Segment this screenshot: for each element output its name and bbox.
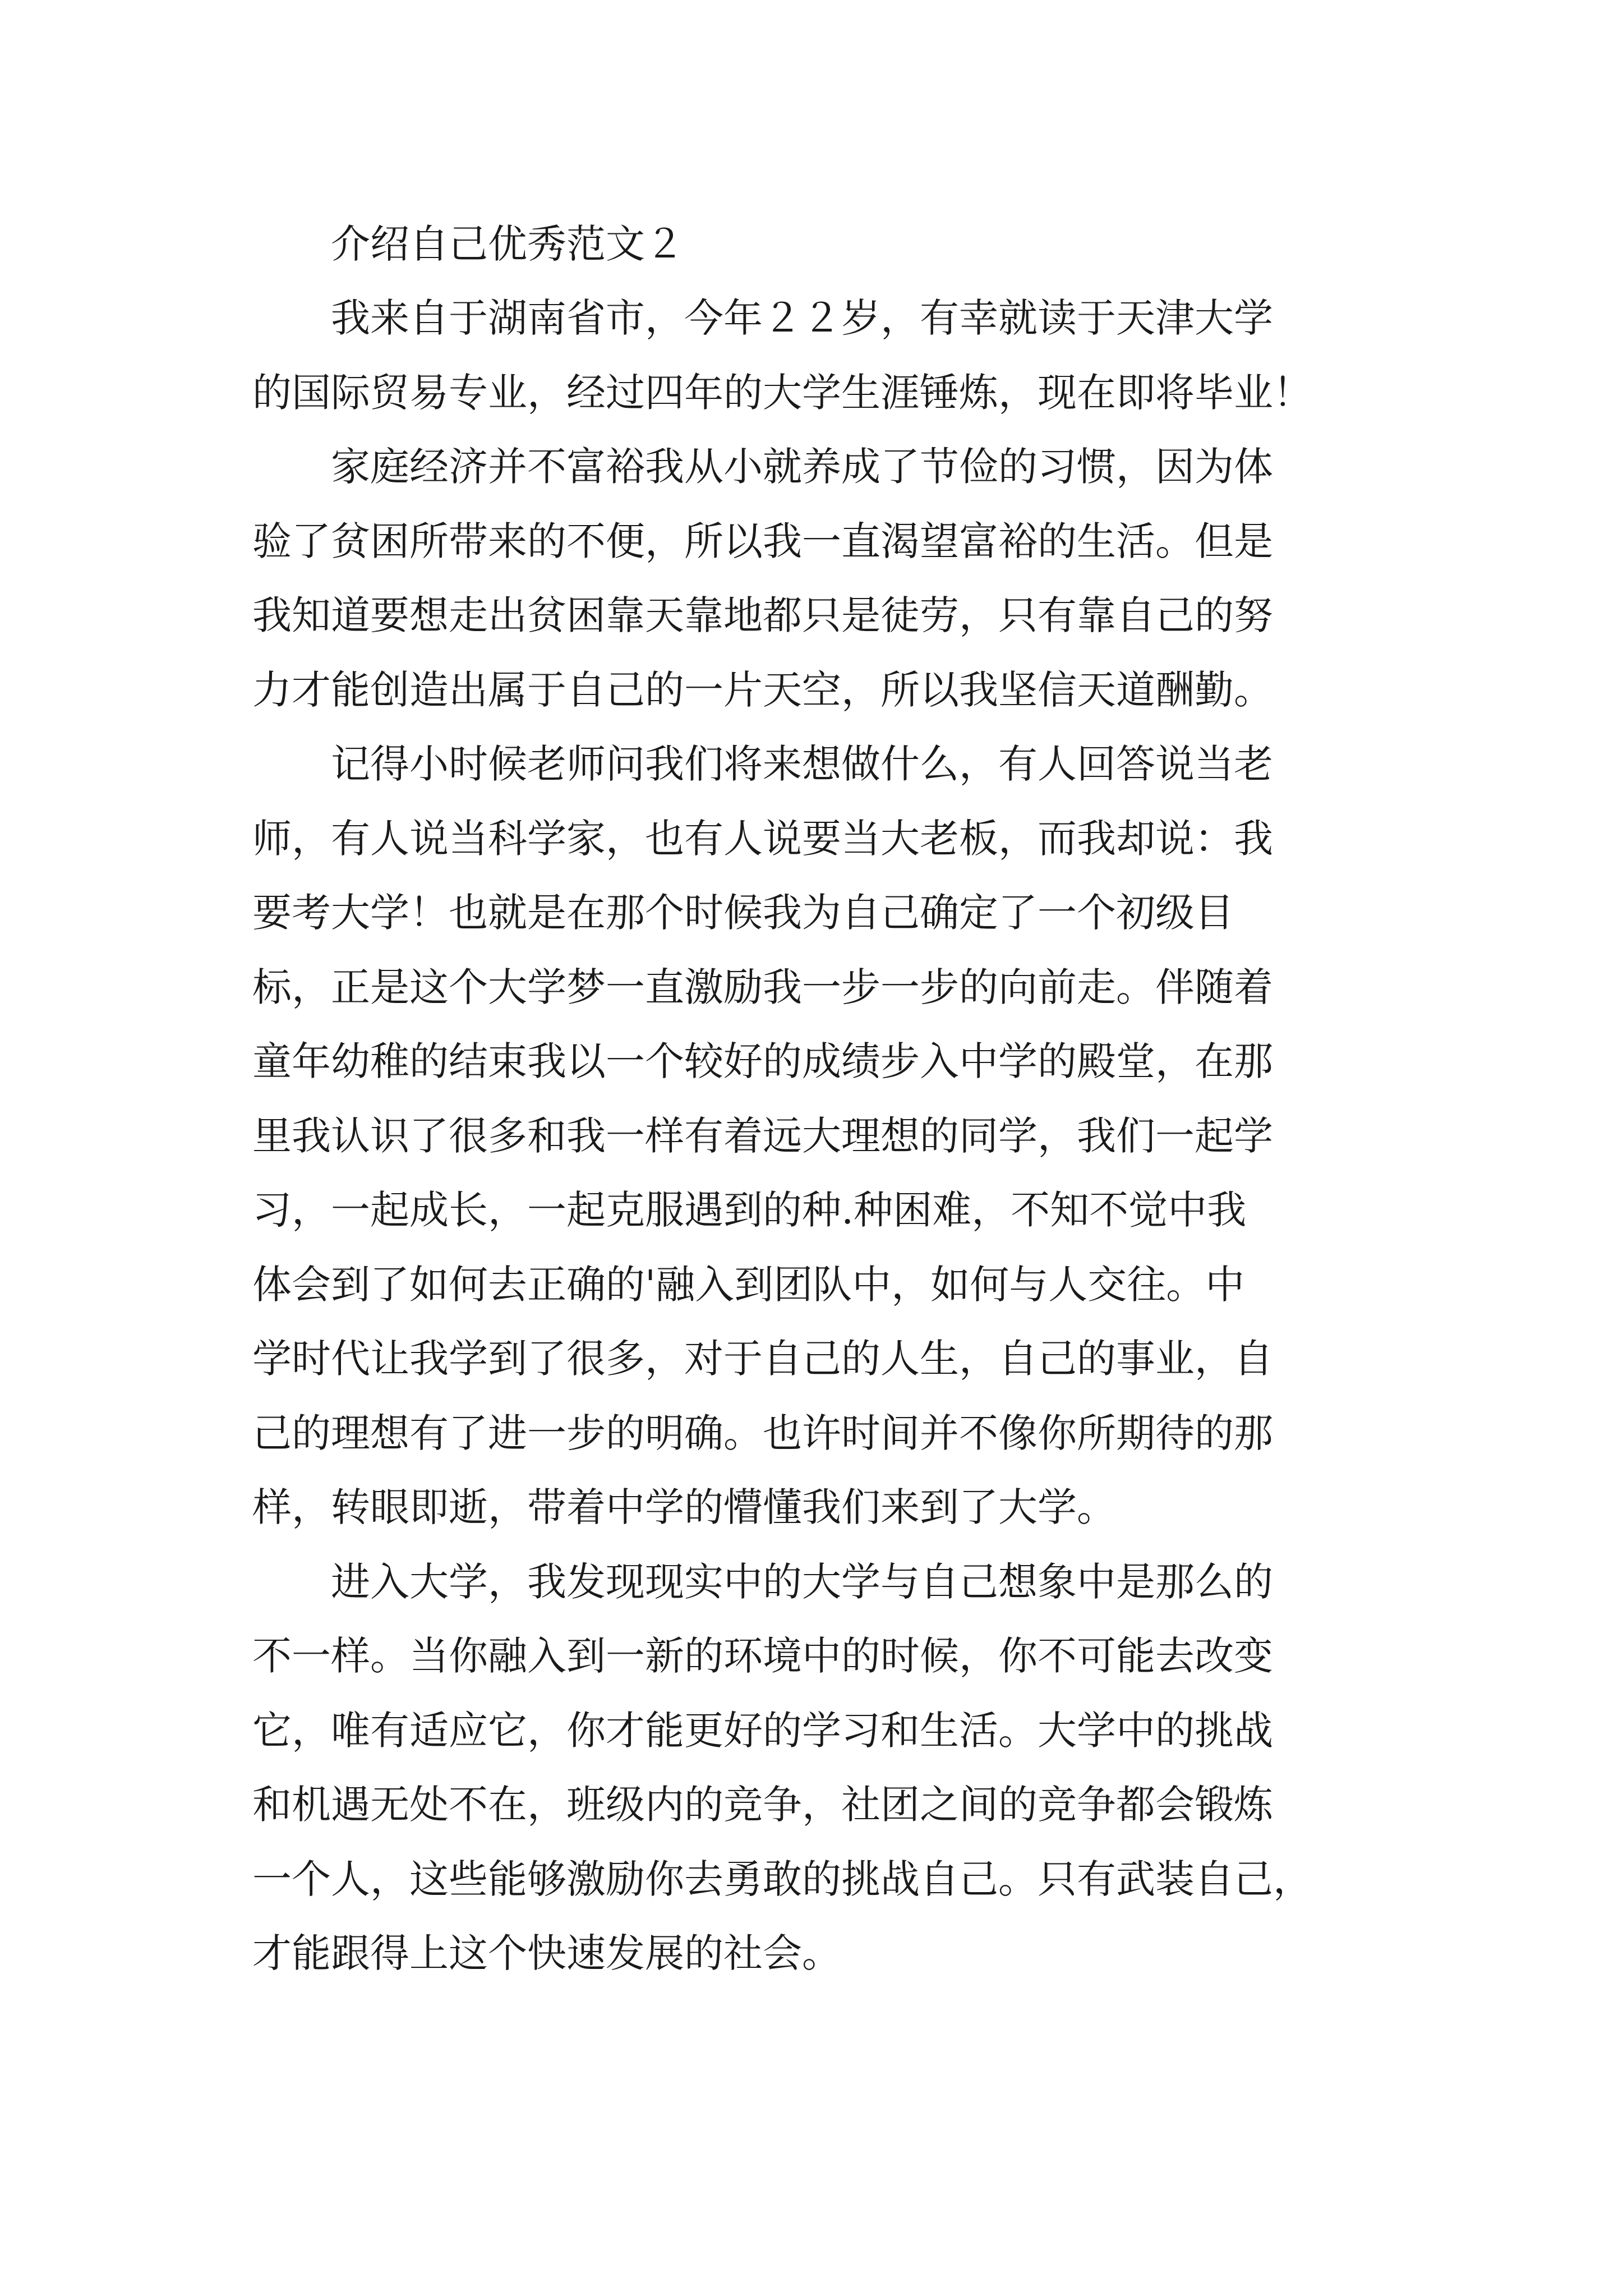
- text-line: 力才能创造出属于自己的一片天空，所以我坚信天道酬勤。: [252, 667, 1273, 713]
- text-line: 我知道要想走出贫困靠天靠地都只是徒劳，只有靠自己的努: [252, 592, 1273, 638]
- document-title: 介绍自己优秀范文２: [331, 221, 684, 267]
- text-line: 才能跟得上这个快速发展的社会。: [252, 1930, 841, 1976]
- text-line: 一个人，这些能够激励你去勇敢的挑战自己。只有武装自己，: [252, 1856, 1312, 1902]
- text-line: 己的理想有了进一步的明确。也许时间并不像你所期待的那: [252, 1410, 1273, 1456]
- text-line: 家庭经济并不富裕我从小就养成了节俭的习惯，因为体: [252, 444, 1273, 490]
- text-line: 标，正是这个大学梦一直激励我一步一步的向前走。伴随着: [252, 964, 1273, 1010]
- text-line: 和机遇无处不在，班级内的竞争，社团之间的竞争都会锻炼: [252, 1782, 1273, 1828]
- text-line: 体会到了如何去正确的'融入到团队中，如何与人交往。中: [252, 1262, 1245, 1308]
- text-line: 我来自于湖南省市，今年２２岁，有幸就读于天津大学: [252, 295, 1273, 341]
- text-line: 记得小时候老师问我们将来想做什么，有人回答说当老: [252, 741, 1273, 787]
- text-line: 习，一起成长，一起克服遇到的种.种困难，不知不觉中我: [252, 1187, 1247, 1233]
- text-line: 进入大学，我发现现实中的大学与自己想象中是那么的: [252, 1559, 1273, 1605]
- text-line: 童年幼稚的结束我以一个较好的成绩步入中学的殿堂，在那: [252, 1038, 1273, 1084]
- text-line: 它，唯有适应它，你才能更好的学习和生活。大学中的挑战: [252, 1708, 1273, 1754]
- text-line: 的国际贸易专业，经过四年的大学生涯锤炼，现在即将毕业！: [252, 370, 1312, 416]
- text-line: 里我认识了很多和我一样有着远大理想的同学，我们一起学: [252, 1113, 1273, 1159]
- text-line: 要考大学！也就是在那个时候我为自己确定了一个初级目: [252, 890, 1234, 936]
- text-line: 样，转眼即逝，带着中学的懵懂我们来到了大学。: [252, 1484, 1116, 1530]
- text-line: 学时代让我学到了很多，对于自己的人生，自己的事业，自: [252, 1336, 1273, 1382]
- text-line: 师，有人说当科学家，也有人说要当大老板，而我却说：我: [252, 816, 1273, 862]
- text-line: 验了贫困所带来的不便，所以我一直渴望富裕的生活。但是: [252, 518, 1273, 564]
- text-line: 不一样。当你融入到一新的环境中的时候，你不可能去改变: [252, 1633, 1273, 1679]
